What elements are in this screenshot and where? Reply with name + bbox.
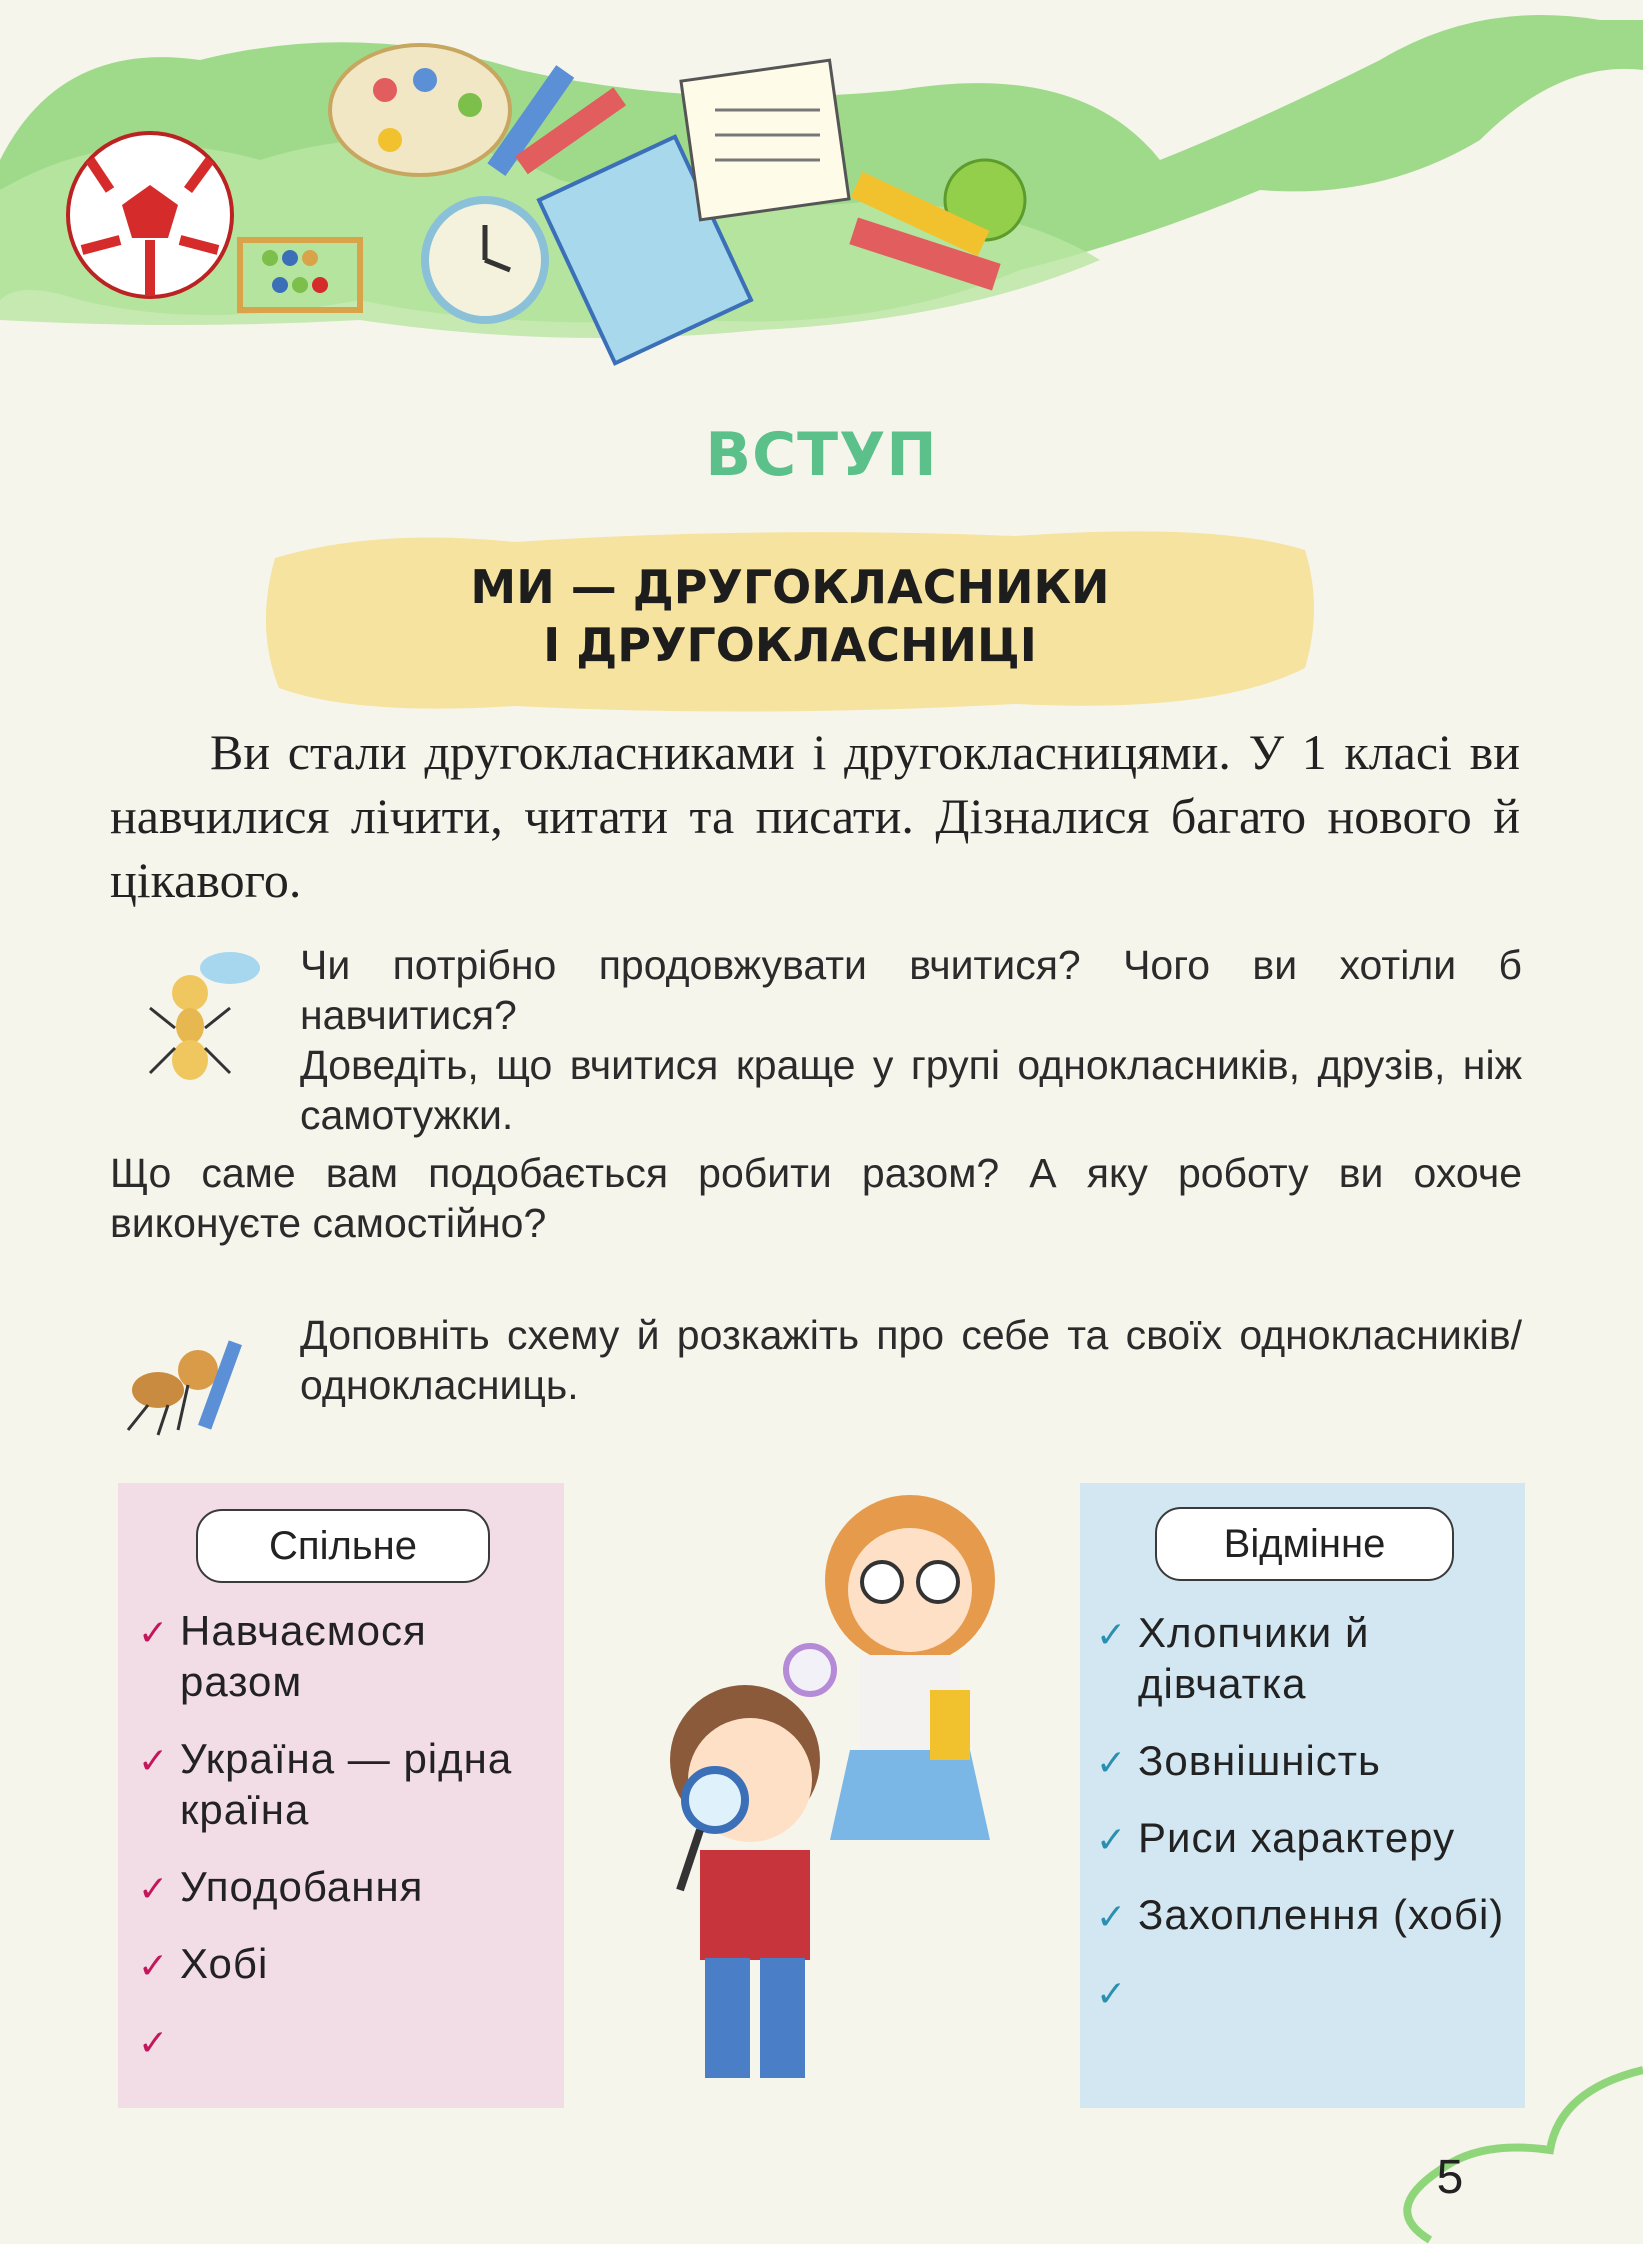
list-item: ✓ Хлопчики й дівчатка — [1096, 1609, 1370, 1707]
checkmark-icon: ✓ — [138, 1612, 170, 1653]
list-item: ✓ Захоплення (хобі) — [1096, 1889, 1516, 1940]
title-line-1: МИ — ДРУГОКЛАСНИКИ — [470, 560, 1110, 614]
checkmark-icon: ✓ — [1096, 1896, 1128, 1937]
boy-with-magnifier-icon — [670, 1685, 820, 2078]
paint-palette-icon — [330, 45, 510, 175]
checkmark-icon: ✓ — [1096, 1973, 1128, 2014]
page-number: 5 — [1436, 2151, 1464, 2204]
different-label: Відмінне — [1155, 1507, 1454, 1581]
checkmark-icon: ✓ — [1096, 1742, 1128, 1783]
decorative-curl — [1360, 2050, 1643, 2244]
soccer-ball-icon — [68, 133, 232, 297]
different-panel — [1080, 1483, 1525, 2108]
question-3-text: Доповніть схему й розкажіть про себе та своїх однокласників/однокласниць. — [300, 1312, 1522, 1408]
intro-text: Ви стали другокласниками і другокласницями. У 1 класі ви навчилися лічити, читати та писати. Дізналися багато нового й цікавого. — [110, 724, 1520, 908]
title-line-2: І ДРУГОКЛАСНИЦІ — [543, 618, 1037, 672]
question-3 — [300, 1310, 1522, 1410]
list-item: ✓ Уподобання — [138, 1861, 558, 1912]
alarm-clock-icon — [425, 200, 545, 320]
common-panel — [118, 1483, 564, 2108]
thinking-ant-icon — [140, 948, 260, 1083]
common-label: Спільне — [196, 1509, 490, 1583]
question-2 — [110, 1148, 1522, 1248]
list-item: ✓ Україна — рідна країна — [138, 1735, 513, 1833]
header-illustration — [0, 0, 1643, 420]
list-item: ✓ Навчаємося разом — [138, 1607, 427, 1705]
list-item: ✓ Риси характеру — [1096, 1812, 1516, 1863]
checkmark-icon: ✓ — [1096, 1614, 1128, 1655]
list-item: ✓ Хобі — [138, 1938, 558, 1989]
common-list — [138, 1605, 558, 2063]
question-1-line-2: Доведіть, що вчитися краще у групі однокласників, друзів, ніж самотужки. — [300, 1042, 1522, 1138]
checkmark-icon: ✓ — [138, 2022, 170, 2063]
children-illustration — [610, 1470, 1030, 2110]
question-1-line-1: Чи потрібно продовжувати вчитися? Чого ви хотіли б навчитися? — [300, 942, 1522, 1038]
section-label: ВСТУП — [705, 420, 938, 490]
checkmark-icon: ✓ — [138, 1945, 170, 1986]
lesson-title — [255, 558, 1325, 674]
question-1 — [300, 940, 1522, 1140]
girl-with-clock-icon — [786, 1495, 995, 1840]
list-item: ✓ Зовнішність — [1096, 1735, 1516, 1786]
intro-paragraph — [110, 720, 1520, 912]
different-list — [1096, 1607, 1516, 2014]
checkmark-icon: ✓ — [1096, 1819, 1128, 1860]
checkmark-icon: ✓ — [138, 1740, 170, 1781]
lesson-title-block — [255, 518, 1325, 718]
checkmark-icon: ✓ — [138, 1868, 170, 1909]
writing-ant-icon — [118, 1330, 248, 1440]
question-2-text: Що саме вам подобається робити разом? А яку роботу ви охоче виконуєте самостійно? — [110, 1150, 1522, 1246]
